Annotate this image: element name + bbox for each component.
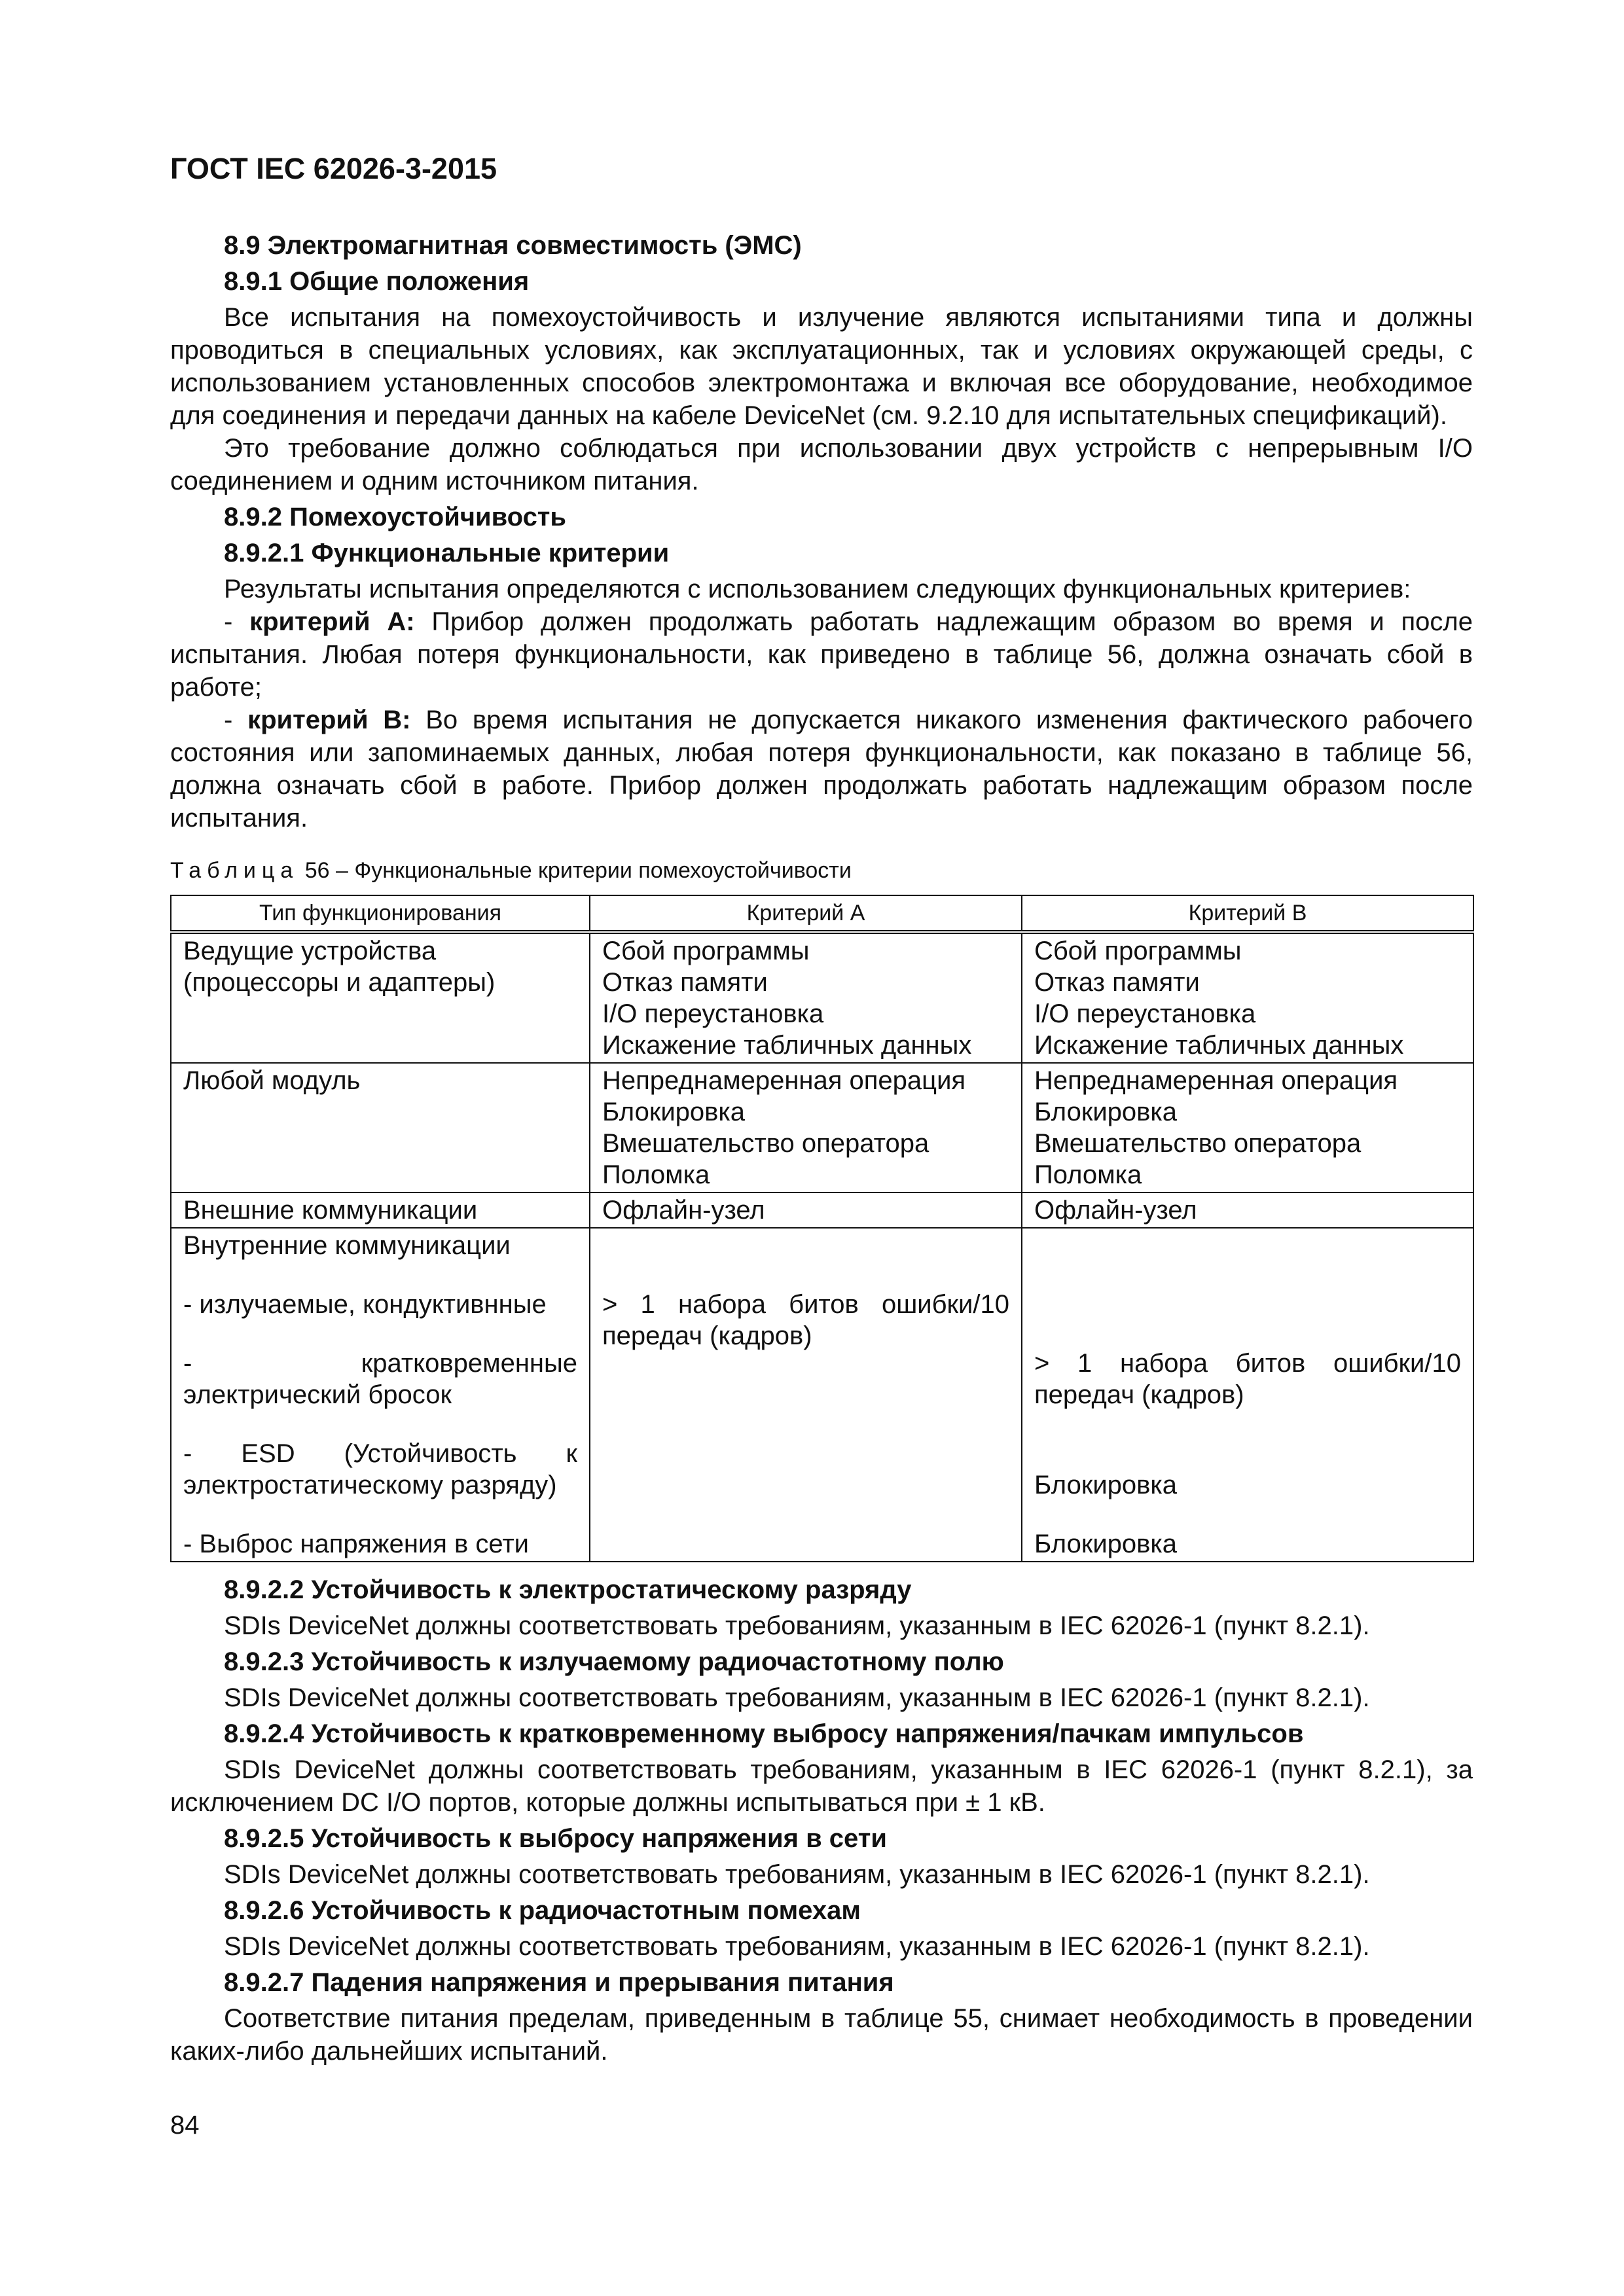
- cell-line: - Выброс напряжения в сети: [183, 1530, 529, 1558]
- table-cell: [590, 932, 1022, 1063]
- criteria-table: [170, 895, 1474, 1562]
- section-heading: 8.9.2.3 Устойчивость к излучаемому радиочастотному полю: [224, 1647, 1004, 1676]
- paragraph: Соответствие питания пределам, приведенным в таблице 55, снимает необходимость в проведении каких-либо дальнейших испытаний.: [170, 2004, 1473, 2066]
- criterion-a-paragraph: [170, 605, 1473, 704]
- table-row: [171, 1228, 1473, 1562]
- paragraph: Результаты испытания определяются с использованием следующих функциональных критериев:: [224, 575, 1411, 603]
- table-cell: [1022, 932, 1473, 1063]
- table-row: [171, 932, 1473, 1063]
- section-heading-8-9-1: 8.9.1 Общие положения: [224, 267, 530, 296]
- cell-line: Непреднамеренная операция: [1034, 1066, 1398, 1095]
- cell-line: I/O переустановка: [602, 999, 824, 1028]
- cell-line: - кратковременные электрический бросок: [183, 1349, 577, 1409]
- table-cell: [1022, 1063, 1473, 1193]
- cell-line: Поломка: [1034, 1160, 1142, 1189]
- criterion-b-label: критерий В:: [247, 706, 411, 734]
- table-cell: [590, 1063, 1022, 1193]
- table-cell: [171, 1228, 590, 1562]
- page-number: 84: [170, 2111, 200, 2140]
- page-content: [170, 226, 1473, 2068]
- cell-line: Сбой программы: [602, 937, 810, 965]
- cell-line: Искажение табличных данных: [1034, 1031, 1404, 1060]
- table-cell: Офлайн-узел: [590, 1193, 1022, 1228]
- cell-line: I/O переустановка: [1034, 999, 1256, 1028]
- paragraph: Все испытания на помехоустойчивость и излучение являются испытаниями типа и должны проводиться в специальных условиях, как эксплуатационных, так и условиях окружающей среды, с использованием установленных способов электромонтажа и включая все оборудование, необходимое для соединения и передачи данных на кабеле DeviceNet (см. 9.2.10 для испытательных спецификаций).: [170, 303, 1473, 430]
- table-caption-word: Таблица: [170, 858, 299, 883]
- table-row: [171, 1193, 1473, 1228]
- paragraph: SDIs DeviceNet должны соответствовать требованиям, указанным в IEC 62026-1 (пункт 8.2.1), за исключением DC I/O портов, которые должны испытываться при ± 1 кВ.: [170, 1755, 1473, 1817]
- cell-line: Внутренние коммуникации: [183, 1231, 511, 1260]
- section-heading-8-9: 8.9 Электромагнитная совместимость (ЭМС): [224, 231, 802, 260]
- cell-line: - излучаемые, кондуктивнные: [183, 1290, 547, 1319]
- paragraph: SDIs DeviceNet должны соответствовать требованиям, указанным в IEC 62026-1 (пункт 8.2.1).: [224, 1611, 1370, 1640]
- section-heading: 8.9.2.7 Падения напряжения и прерывания питания: [224, 1968, 894, 1997]
- table-cell: Ведущие устройства (процессоры и адаптеры): [171, 932, 590, 1063]
- section-heading-8-9-2-1: 8.9.2.1 Функциональные критерии: [224, 539, 670, 567]
- table-header-cell: Критерий В: [1022, 895, 1473, 932]
- paragraph: Это требование должно соблюдаться при использовании двух устройств с непрерывным I/O соединением и одним источником питания.: [170, 434, 1473, 495]
- table-cell: Любой модуль: [171, 1063, 590, 1193]
- table-caption: [170, 854, 1473, 887]
- table-cell: [1022, 1228, 1473, 1562]
- cell-line: Блокировка: [1034, 1471, 1178, 1499]
- paragraph: SDIs DeviceNet должны соответствовать требованиям, указанным в IEC 62026-1 (пункт 8.2.1).: [224, 1932, 1370, 1961]
- table-row: [171, 1063, 1473, 1193]
- cell-line: > 1 набора битов ошибки/10 передач (кадров): [602, 1290, 1009, 1350]
- cell-line: Искажение табличных данных: [602, 1031, 972, 1060]
- cell-line: Непреднамеренная операция: [602, 1066, 966, 1095]
- criterion-b-prefix: -: [224, 706, 248, 734]
- cell-line: Поломка: [602, 1160, 710, 1189]
- cell-line: Блокировка: [1034, 1530, 1178, 1558]
- paragraph: SDIs DeviceNet должны соответствовать требованиям, указанным в IEC 62026-1 (пункт 8.2.1).: [224, 1860, 1370, 1889]
- section-heading: 8.9.2.2 Устойчивость к электростатическому разряду: [224, 1575, 912, 1604]
- criterion-a-prefix: -: [224, 607, 250, 636]
- criterion-a-text: Прибор должен продолжать работать надлежащим образом во время и после испытания. Любая потеря функциональности, как приведено в таблице 56, должна означать сбой в работе;: [170, 607, 1473, 702]
- section-heading: 8.9.2.4 Устойчивость к кратковременному выбросу напряжения/пачкам импульсов: [224, 1719, 1304, 1748]
- table-cell: Офлайн-узел: [1022, 1193, 1473, 1228]
- document-header: ГОСТ IEC 62026-3-2015: [170, 152, 497, 185]
- table-header-cell: Тип функционирования: [171, 895, 590, 932]
- cell-line: Отказ памяти: [602, 968, 768, 997]
- table-header-cell: Критерий А: [590, 895, 1022, 932]
- table-cell: [590, 1228, 1022, 1562]
- cell-line: Блокировка: [602, 1098, 746, 1126]
- cell-line: - ESD (Устойчивость к электростатическому разряду): [183, 1439, 577, 1499]
- cell-line: Сбой программы: [1034, 937, 1242, 965]
- cell-line: > 1 набора битов ошибки/10 передач (кадров): [1034, 1349, 1461, 1409]
- section-heading: 8.9.2.6 Устойчивость к радиочастотным помехам: [224, 1896, 861, 1925]
- section-heading-8-9-2: 8.9.2 Помехоустойчивость: [224, 503, 566, 531]
- table-caption-text: 56 – Функциональные критерии помехоустойчивости: [298, 858, 852, 883]
- table-header-row: [171, 895, 1473, 932]
- criterion-b-text: Во время испытания не допускается никакого изменения фактического рабочего состояния или запоминаемых данных, любая потеря функциональности, как показано в таблице 56, должна означать сбой в работе. Прибор должен продолжать работать надлежащим образом после испытания.: [170, 706, 1473, 833]
- cell-line: Блокировка: [1034, 1098, 1178, 1126]
- paragraph: SDIs DeviceNet должны соответствовать требованиям, указанным в IEC 62026-1 (пункт 8.2.1).: [224, 1683, 1370, 1712]
- criterion-a-label: критерий А:: [249, 607, 415, 636]
- cell-line: Вмешательство оператора: [602, 1129, 929, 1158]
- cell-line: Отказ памяти: [1034, 968, 1200, 997]
- criterion-b-paragraph: [170, 704, 1473, 834]
- section-heading: 8.9.2.5 Устойчивость к выбросу напряжения в сети: [224, 1824, 887, 1853]
- table-cell: Внешние коммуникации: [171, 1193, 590, 1228]
- cell-line: Вмешательство оператора: [1034, 1129, 1362, 1158]
